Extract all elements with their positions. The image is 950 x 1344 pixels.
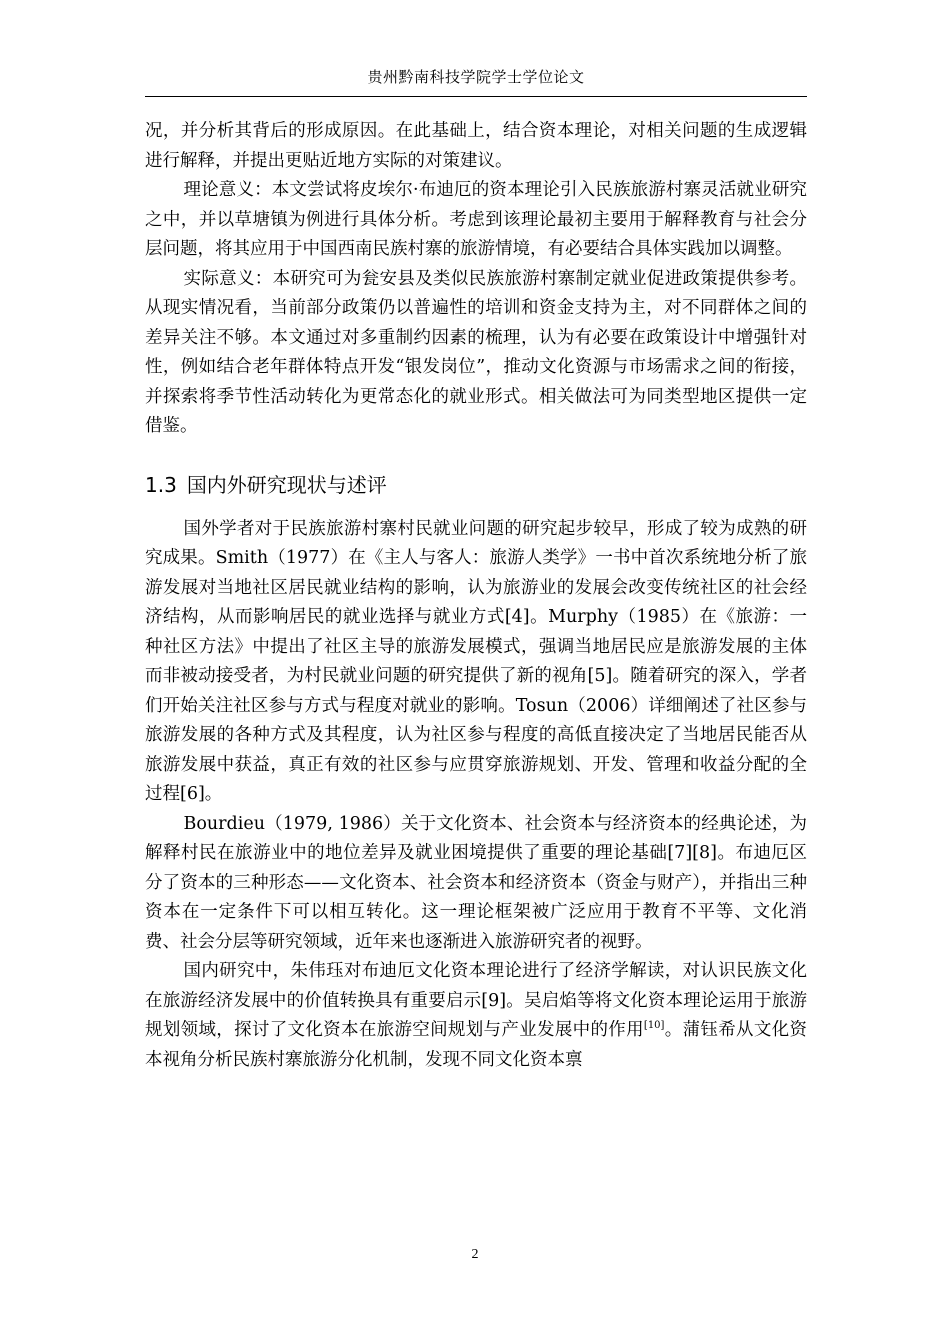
section-title: 国内外研究现状与述评: [186, 472, 387, 497]
header-divider: [145, 96, 807, 97]
paragraph-theoretical-significance: 理论意义：本文尝试将皮埃尔·布迪厄的资本理论引入民族旅游村寨灵活就业研究之中，并以草塘镇为例进行具体分析。考虑到该理论最初主要用于解释教育与社会分层问题，将其应用于中国西南民族村寨的旅游情境，有必要结合具体实践加以调整。: [145, 180, 807, 259]
paragraph-foreign-research: 国外学者对于民族旅游村寨村民就业问题的研究起步较早，形成了较为成熟的研究成果。Smith（1977）在《主人与客人：旅游人类学》一书中首次系统地分析了旅游发展对当地社区居民就业结构的影响，认为旅游业的发展会改变传统社区的社会经济结构，从而影响居民的就业选择与就业方式[4]。Murphy（1985）在《旅游：一种社区方法》中提出了社区主导的旅游发展模式，强调当地居民应是旅游发展的主体而非被动接受者，为村民就业问题的研究提供了新的视角[5]。随着研究的深入，学者们开始关注社区参与方式与程度对就业的影响。Tosun（2006）详细阐述了社区参与旅游发展的各种方式及其程度，认为社区参与程度的高低直接决定了当地居民能否从旅游发展中获益，真正有效的社区参与应贯穿旅游规划、开发、管理和收益分配的全过程[6]。: [145, 518, 807, 804]
page-number: 2: [471, 1247, 479, 1262]
running-header: 贵州黔南科技学院学士学位论文: [367, 68, 585, 86]
paragraph-practical-significance: 实际意义：本研究可为瓮安县及类似民族旅游村寨制定就业促进政策提供参考。从现实情况看，当前部分政策仍以普遍性的培训和资金支持为主，对不同群体之间的差异关注不够。本文通过对多重制约因素的梳理，认为有必要在政策设计中增强针对性，例如结合老年群体特点开发“银发岗位”，推动文化资源与市场需求之间的衔接，并探索将季节性活动转化为更常态化的就业形式。相关做法可为同类型地区提供一定借鉴。: [145, 268, 807, 436]
citation-superscript: [10]: [643, 1020, 665, 1032]
body-text: [145, 117, 807, 1075]
paragraph-domestic-research: [145, 957, 807, 1075]
paragraph-continuation: 况，并分析其背后的形成原因。在此基础上，结合资本理论，对相关问题的生成逻辑进行解释，并提出更贴近地方实际的对策建议。: [145, 121, 807, 171]
domestic-research-text-1: 国内研究中，朱伟珏对布迪厄文化资本理论进行了经济学解读，对认识民族文化在旅游经济发展中的价值转换具有重要启示[9]。吴启焰等将文化资本理论运用于旅游规划领域，探讨了文化资本在旅游空间规划与产业发展中的作用: [145, 961, 807, 1040]
domestic-research-text-2: 。蒲钰希从文化资本视角分析民族村寨旅游分化机制，发现不同文化资本禀: [145, 1020, 808, 1070]
paragraph-bourdieu: Bourdieu（1979, 1986）关于文化资本、社会资本与经济资本的经典论述，为解释村民在旅游业中的地位差异及就业困境提供了重要的理论基础[7][8]。布迪厄区分了资本的三种形态——文化资本、社会资本和经济资本（资金与财产），并指出三种资本在一定条件下可以相互转化。这一理论框架被广泛应用于教育不平等、文化消费、社会分层等研究领域，近年来也逐渐进入旅游研究者的视野。: [145, 813, 807, 952]
section-number: 1.3: [145, 472, 177, 497]
section-heading: [145, 471, 807, 500]
